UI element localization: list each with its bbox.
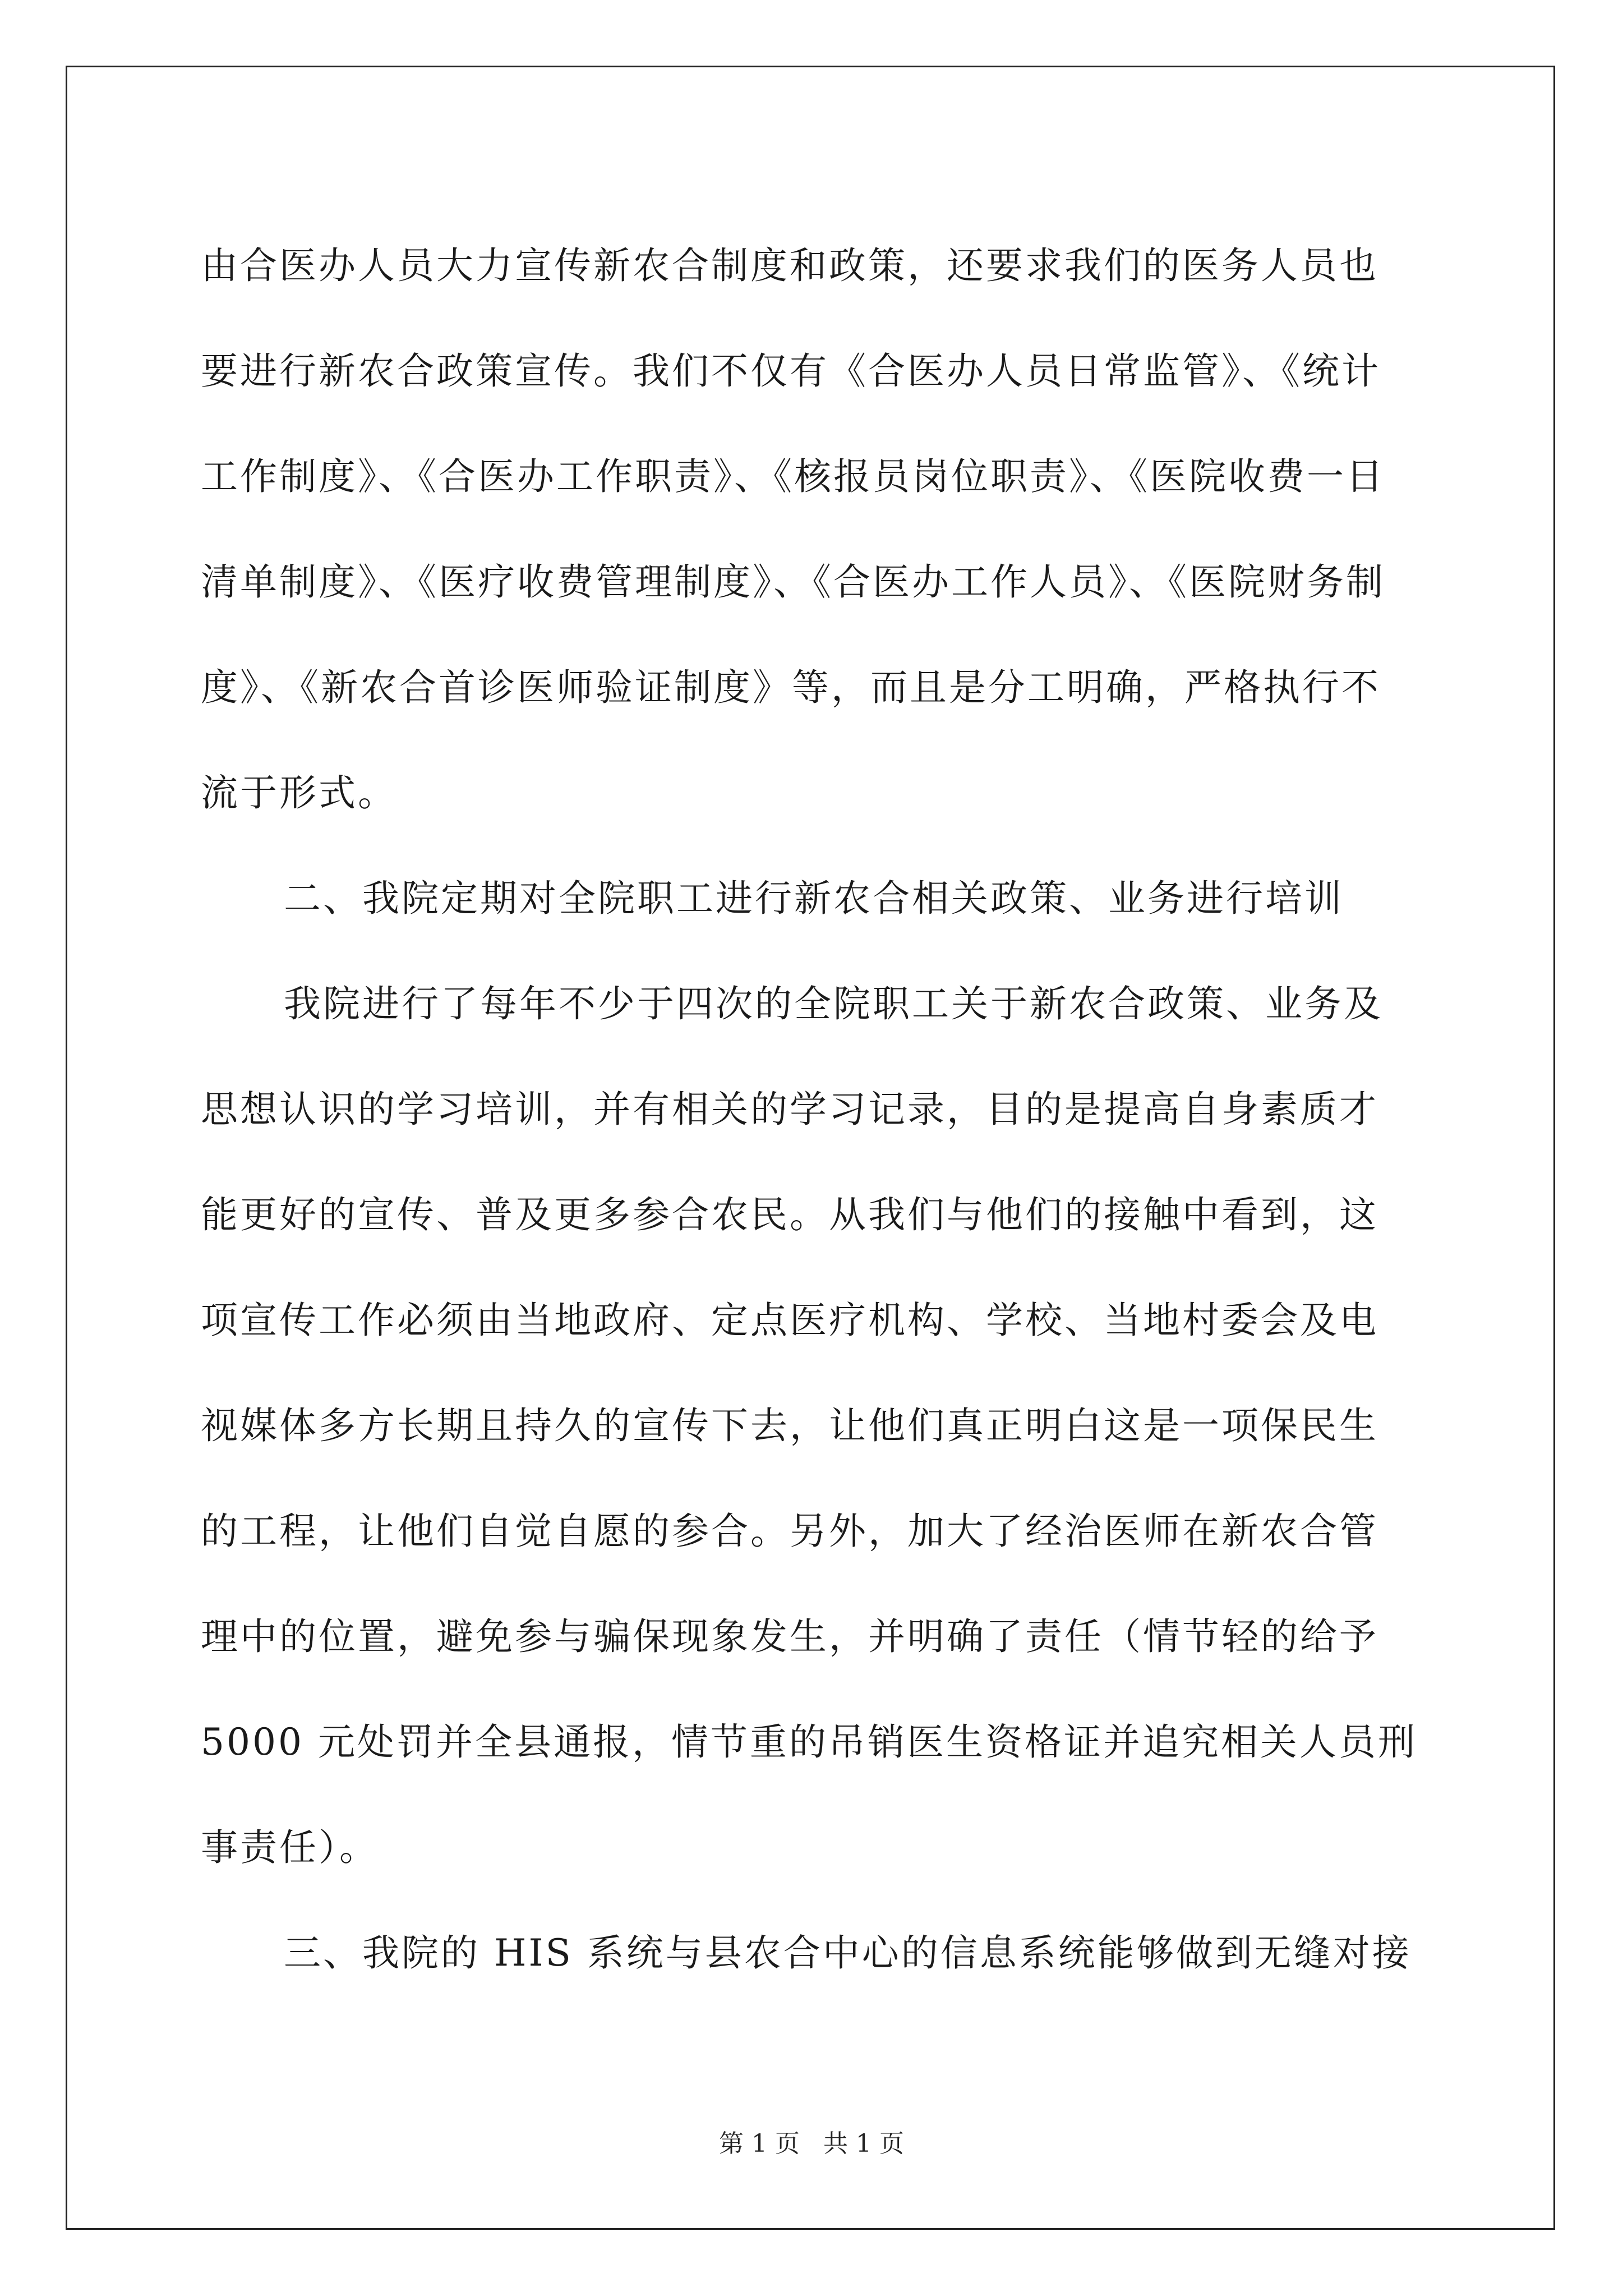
section-heading-3: 三、我院的 HIS 系统与县农合中心的信息系统能够做到无缝对接 xyxy=(284,1931,1412,1975)
body-line-11: 项宣传工作必须由当地政府、定点医疗机构、学校、当地村委会及电 xyxy=(201,1299,1378,1342)
body-line-12: 视媒体多方长期且持久的宣传下去，让他们真正明白这是一项保民生 xyxy=(201,1404,1378,1447)
page-number-current: 第 1 页 xyxy=(719,2129,800,2158)
body-line-4: 清单制度》、《医疗收费管理制度》、《合医办工作人员》、《医院财务制 xyxy=(201,560,1385,604)
body-line-9: 思想认识的学习培训，并有相关的学习记录，目的是提高自身素质才 xyxy=(201,1088,1378,1131)
page-number-total: 共 1 页 xyxy=(823,2129,904,2158)
page-footer xyxy=(0,2127,1623,2161)
body-line-8: 我院进行了每年不少于四次的全院职工关于新农合政策、业务及 xyxy=(284,982,1383,1025)
section-heading-2: 二、我院定期对全院职工进行新农合相关政策、业务进行培训 xyxy=(284,877,1344,920)
body-line-14: 理中的位置，避免参与骗保现象发生，并明确了责任（情节轻的给予 xyxy=(201,1615,1378,1658)
body-line-5: 度》、《新农合首诊医师验证制度》等，而且是分工明确，严格执行不 xyxy=(201,666,1381,709)
body-line-3: 工作制度》、《合医办工作职责》、《核报员岗位职责》、《医院收费一日 xyxy=(201,455,1385,498)
body-line-15: 5000 元处罚并全县通报，情节重的吊销医生资格证并追究相关人员刑 xyxy=(201,1720,1417,1764)
body-line-2: 要进行新农合政策宣传。我们不仅有《合医办人员日常监管》、《统计 xyxy=(201,349,1381,393)
document-body xyxy=(201,213,1435,2006)
body-line-10: 能更好的宣传、普及更多参合农民。从我们与他们的接触中看到，这 xyxy=(201,1193,1378,1236)
body-line-16: 事责任）。 xyxy=(201,1826,379,1869)
body-line-6: 流于形式。 xyxy=(201,771,397,815)
body-line-13: 的工程，让他们自觉自愿的参合。另外，加大了经治医师在新农合管 xyxy=(201,1510,1378,1553)
body-line-1: 由合医办人员大力宣传新农合制度和政策，还要求我们的医务人员也 xyxy=(201,244,1378,287)
